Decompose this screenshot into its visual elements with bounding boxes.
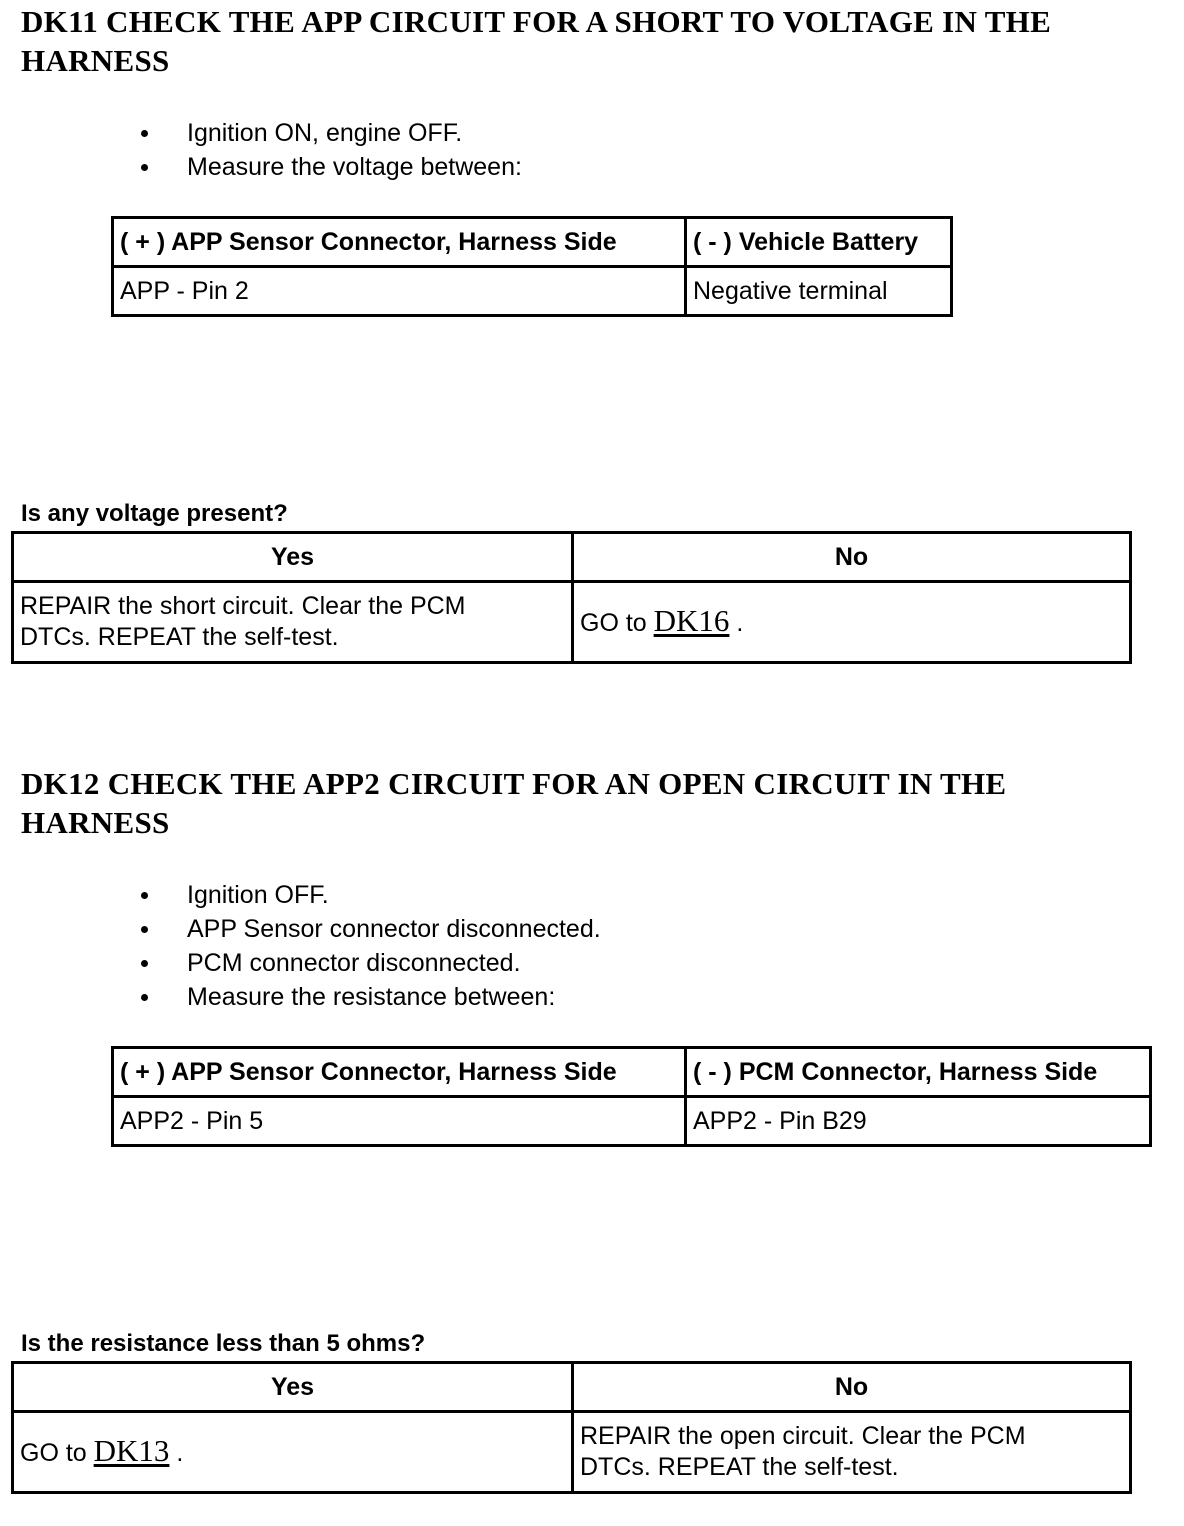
list-item: APP Sensor connector disconnected. — [138, 912, 601, 946]
dk11-measure-table — [111, 216, 953, 317]
yes-header: Yes — [13, 533, 573, 582]
yes-answer-prefix: GO to — [20, 1439, 87, 1467]
list-item: Measure the resistance between: — [138, 980, 601, 1014]
dk11-steps — [138, 116, 522, 184]
yes-answer-suffix: . — [176, 1439, 184, 1467]
no-answer-suffix: . — [736, 609, 744, 637]
list-item: PCM connector disconnected. — [138, 946, 601, 980]
table-row — [13, 1412, 1131, 1493]
dk12-steps — [138, 878, 601, 1014]
list-item: Ignition OFF. — [138, 878, 601, 912]
no-answer-prefix: GO to — [580, 609, 647, 637]
dk12-title: DK12 CHECK THE APP2 CIRCUIT FOR AN OPEN CIRCUIT IN THE HARNESS — [21, 766, 1007, 840]
list-item: Measure the voltage between: — [138, 150, 522, 184]
table-header: ( + ) APP Sensor Connector, Harness Side — [113, 1048, 686, 1097]
table-header: ( - ) PCM Connector, Harness Side — [686, 1048, 1151, 1097]
table-cell: APP2 - Pin B29 — [686, 1097, 1151, 1146]
dk12-answer-table — [11, 1361, 1132, 1494]
list-item: Ignition ON, engine OFF. — [138, 116, 522, 150]
dk11-answer-table — [11, 531, 1132, 664]
table-row — [13, 582, 1131, 663]
dk12-question: Is the resistance less than 5 ohms? — [21, 1330, 426, 1357]
table-cell: APP2 - Pin 5 — [113, 1097, 686, 1146]
table-header: ( + ) APP Sensor Connector, Harness Side — [113, 218, 686, 267]
table-cell: Negative terminal — [686, 267, 952, 316]
dk16-link[interactable]: DK16 — [653, 603, 730, 638]
dk13-link[interactable]: DK13 — [93, 1433, 170, 1468]
dk11-question: Is any voltage present? — [21, 500, 288, 527]
dk11-title: DK11 CHECK THE APP CIRCUIT FOR A SHORT TO VOLTAGE IN THE HARNESS — [21, 4, 1052, 78]
no-answer — [573, 582, 1131, 663]
table-header: ( - ) Vehicle Battery — [686, 218, 952, 267]
dk12-measure-table — [111, 1046, 1152, 1147]
yes-answer — [13, 1412, 573, 1493]
table-row — [113, 1097, 1151, 1146]
no-header: No — [573, 533, 1131, 582]
no-answer: REPAIR the open circuit. Clear the PCM DTCs. REPEAT the self-test. — [573, 1412, 1131, 1493]
table-cell: APP - Pin 2 — [113, 267, 686, 316]
table-row — [113, 267, 952, 316]
yes-answer: REPAIR the short circuit. Clear the PCM DTCs. REPEAT the self-test. — [13, 582, 573, 663]
yes-header: Yes — [13, 1363, 573, 1412]
no-header: No — [573, 1363, 1131, 1412]
